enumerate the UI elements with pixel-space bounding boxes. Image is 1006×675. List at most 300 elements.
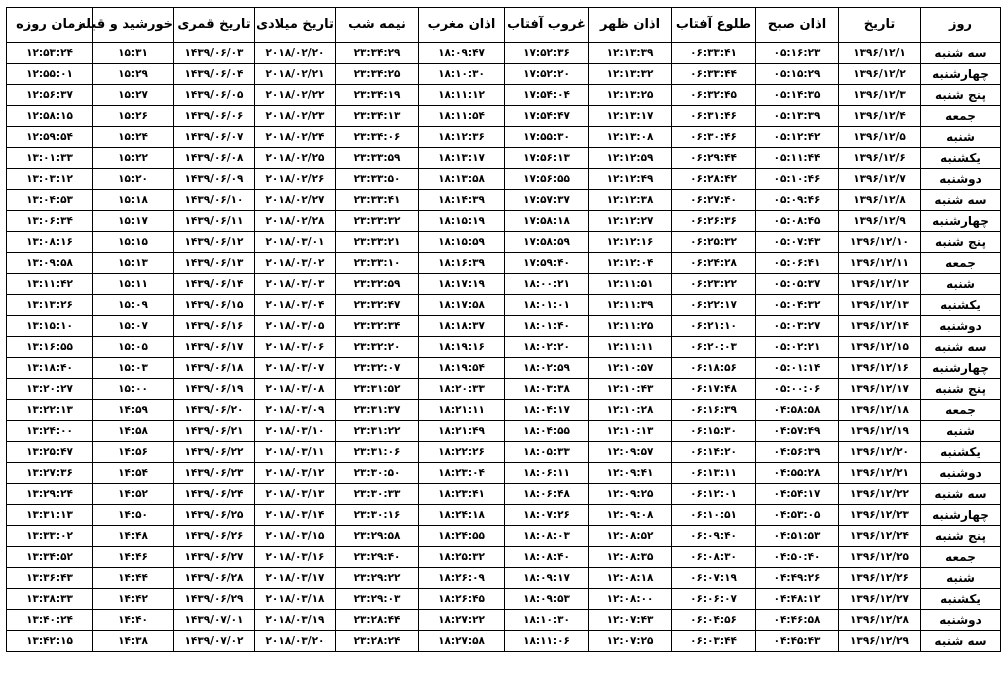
cell-sunrise: ۰۶:۱۶:۳۹ <box>672 400 756 421</box>
cell-lunar-date: ۱۴۳۹/۰۶/۲۲ <box>174 442 255 463</box>
cell-dhuhr: ۱۲:۱۳:۱۷ <box>589 106 672 127</box>
cell-sun-qibla: ۱۴:۵۲ <box>93 484 174 505</box>
cell-maghrib: ۱۸:۱۳:۵۸ <box>419 169 505 190</box>
cell-fajr: ۰۵:۱۲:۴۲ <box>756 127 839 148</box>
cell-sun-qibla: ۱۴:۴۰ <box>93 610 174 631</box>
cell-dhuhr: ۱۲:۱۳:۲۵ <box>589 85 672 106</box>
cell-gregorian-date: ۲۰۱۸/۰۳/۱۵ <box>255 526 336 547</box>
cell-lunar-date: ۱۴۳۹/۰۶/۲۰ <box>174 400 255 421</box>
cell-lunar-date: ۱۴۳۹/۰۷/۰۲ <box>174 631 255 652</box>
cell-sun-qibla: ۱۵:۰۵ <box>93 337 174 358</box>
cell-lunar-date: ۱۴۳۹/۰۶/۰۷ <box>174 127 255 148</box>
cell-dhuhr: ۱۲:۱۲:۴۹ <box>589 169 672 190</box>
cell-date: ۱۳۹۶/۱۲/۱ <box>839 43 921 64</box>
cell-lunar-date: ۱۴۳۹/۰۶/۲۵ <box>174 505 255 526</box>
cell-date: ۱۳۹۶/۱۲/۹ <box>839 211 921 232</box>
cell-date: ۱۳۹۶/۱۲/۱۵ <box>839 337 921 358</box>
cell-fajr: ۰۴:۴۸:۱۲ <box>756 589 839 610</box>
cell-midnight: ۲۳:۳۳:۴۱ <box>336 190 419 211</box>
table-row <box>7 484 1001 505</box>
cell-gregorian-date: ۲۰۱۸/۰۳/۰۱ <box>255 232 336 253</box>
cell-day: سه شنبه <box>921 337 1001 358</box>
cell-date: ۱۳۹۶/۱۲/۲۶ <box>839 568 921 589</box>
table-row <box>7 547 1001 568</box>
cell-day: سه شنبه <box>921 43 1001 64</box>
cell-lunar-date: ۱۴۳۹/۰۶/۰۳ <box>174 43 255 64</box>
cell-gregorian-date: ۲۰۱۸/۰۳/۰۵ <box>255 316 336 337</box>
cell-lunar-date: ۱۴۳۹/۰۶/۱۰ <box>174 190 255 211</box>
cell-maghrib: ۱۸:۱۵:۱۹ <box>419 211 505 232</box>
cell-sunrise: ۰۶:۱۰:۵۱ <box>672 505 756 526</box>
cell-sunrise: ۰۶:۲۹:۴۴ <box>672 148 756 169</box>
cell-fajr: ۰۴:۵۷:۴۹ <box>756 421 839 442</box>
cell-midnight: ۲۳:۳۱:۰۶ <box>336 442 419 463</box>
cell-dhuhr: ۱۲:۰۸:۱۸ <box>589 568 672 589</box>
cell-sunrise: ۰۶:۰۹:۴۰ <box>672 526 756 547</box>
table-row <box>7 442 1001 463</box>
cell-sunset: ۱۸:۰۵:۳۳ <box>505 442 589 463</box>
cell-sun-qibla: ۱۴:۴۸ <box>93 526 174 547</box>
cell-lunar-date: ۱۴۳۹/۰۶/۱۴ <box>174 274 255 295</box>
cell-lunar-date: ۱۴۳۹/۰۶/۰۶ <box>174 106 255 127</box>
cell-fasting-duration: ۱۳:۳۳:۰۲ <box>7 526 93 547</box>
cell-sunset: ۱۸:۰۸:۰۳ <box>505 526 589 547</box>
cell-date: ۱۳۹۶/۱۲/۷ <box>839 169 921 190</box>
cell-fasting-duration: ۱۳:۰۳:۱۲ <box>7 169 93 190</box>
cell-midnight: ۲۳:۳۰:۳۳ <box>336 484 419 505</box>
cell-sunset: ۱۷:۵۴:۰۴ <box>505 85 589 106</box>
cell-fasting-duration: ۱۳:۳۱:۱۳ <box>7 505 93 526</box>
cell-day: دوشنبه <box>921 316 1001 337</box>
cell-date: ۱۳۹۶/۱۲/۶ <box>839 148 921 169</box>
table-row <box>7 589 1001 610</box>
cell-maghrib: ۱۸:۲۳:۴۱ <box>419 484 505 505</box>
cell-fajr: ۰۴:۵۱:۵۳ <box>756 526 839 547</box>
cell-fasting-duration: ۱۳:۰۸:۱۶ <box>7 232 93 253</box>
cell-dhuhr: ۱۲:۱۲:۵۹ <box>589 148 672 169</box>
cell-fasting-duration: ۱۲:۵۶:۳۷ <box>7 85 93 106</box>
cell-day: جمعه <box>921 106 1001 127</box>
cell-lunar-date: ۱۴۳۹/۰۶/۱۳ <box>174 253 255 274</box>
cell-sunset: ۱۷:۵۷:۳۷ <box>505 190 589 211</box>
cell-day: چهارشنبه <box>921 358 1001 379</box>
cell-date: ۱۳۹۶/۱۲/۲۵ <box>839 547 921 568</box>
cell-dhuhr: ۱۲:۱۲:۲۷ <box>589 211 672 232</box>
cell-dhuhr: ۱۲:۱۱:۳۹ <box>589 295 672 316</box>
cell-midnight: ۲۳:۳۳:۲۱ <box>336 232 419 253</box>
cell-fajr: ۰۴:۴۶:۵۸ <box>756 610 839 631</box>
cell-gregorian-date: ۲۰۱۸/۰۳/۰۷ <box>255 358 336 379</box>
cell-sun-qibla: ۱۴:۳۸ <box>93 631 174 652</box>
cell-day: یکشنبه <box>921 589 1001 610</box>
cell-gregorian-date: ۲۰۱۸/۰۳/۱۳ <box>255 484 336 505</box>
cell-day: پنج شنبه <box>921 85 1001 106</box>
cell-fasting-duration: ۱۲:۵۹:۵۴ <box>7 127 93 148</box>
cell-fasting-duration: ۱۳:۲۹:۲۴ <box>7 484 93 505</box>
cell-dhuhr: ۱۲:۰۸:۳۵ <box>589 547 672 568</box>
cell-sunrise: ۰۶:۰۴:۵۶ <box>672 610 756 631</box>
cell-sunset: ۱۸:۰۱:۰۱ <box>505 295 589 316</box>
cell-sunset: ۱۸:۰۳:۳۸ <box>505 379 589 400</box>
cell-fasting-duration: ۱۳:۲۲:۱۳ <box>7 400 93 421</box>
cell-fajr: ۰۴:۴۹:۲۶ <box>756 568 839 589</box>
cell-gregorian-date: ۲۰۱۸/۰۳/۰۸ <box>255 379 336 400</box>
cell-lunar-date: ۱۴۳۹/۰۶/۰۵ <box>174 85 255 106</box>
cell-date: ۱۳۹۶/۱۲/۸ <box>839 190 921 211</box>
cell-gregorian-date: ۲۰۱۸/۰۲/۲۷ <box>255 190 336 211</box>
header-sun-qibla: خورشید و قبله <box>93 8 174 43</box>
cell-gregorian-date: ۲۰۱۸/۰۲/۲۶ <box>255 169 336 190</box>
cell-date: ۱۳۹۶/۱۲/۲۱ <box>839 463 921 484</box>
cell-sunset: ۱۸:۰۲:۲۰ <box>505 337 589 358</box>
header-day: روز <box>921 8 1001 43</box>
cell-midnight: ۲۳:۳۳:۵۰ <box>336 169 419 190</box>
cell-maghrib: ۱۸:۲۱:۴۹ <box>419 421 505 442</box>
cell-sunrise: ۰۶:۲۳:۲۲ <box>672 274 756 295</box>
header-gregorian-date: تاریخ میلادی <box>255 8 336 43</box>
cell-dhuhr: ۱۲:۱۲:۰۴ <box>589 253 672 274</box>
cell-sunrise: ۰۶:۱۳:۱۱ <box>672 463 756 484</box>
cell-sunrise: ۰۶:۲۱:۱۰ <box>672 316 756 337</box>
cell-lunar-date: ۱۴۳۹/۰۶/۱۵ <box>174 295 255 316</box>
table-row <box>7 106 1001 127</box>
header-midnight: نیمه شب <box>336 8 419 43</box>
cell-sunset: ۱۷:۵۸:۵۹ <box>505 232 589 253</box>
cell-sunset: ۱۷:۵۶:۱۳ <box>505 148 589 169</box>
cell-maghrib: ۱۸:۱۲:۳۶ <box>419 127 505 148</box>
cell-sun-qibla: ۱۵:۰۷ <box>93 316 174 337</box>
table-row <box>7 190 1001 211</box>
cell-lunar-date: ۱۴۳۹/۰۶/۱۶ <box>174 316 255 337</box>
cell-sun-qibla: ۱۵:۲۲ <box>93 148 174 169</box>
cell-lunar-date: ۱۴۳۹/۰۶/۰۴ <box>174 64 255 85</box>
cell-maghrib: ۱۸:۱۴:۳۹ <box>419 190 505 211</box>
cell-midnight: ۲۳:۳۰:۱۶ <box>336 505 419 526</box>
table-row <box>7 358 1001 379</box>
table-row <box>7 316 1001 337</box>
cell-sun-qibla: ۱۵:۱۱ <box>93 274 174 295</box>
cell-fajr: ۰۴:۵۴:۱۷ <box>756 484 839 505</box>
cell-day: شنبه <box>921 568 1001 589</box>
cell-dhuhr: ۱۲:۰۸:۰۰ <box>589 589 672 610</box>
cell-maghrib: ۱۸:۲۴:۵۵ <box>419 526 505 547</box>
cell-sun-qibla: ۱۴:۵۰ <box>93 505 174 526</box>
cell-gregorian-date: ۲۰۱۸/۰۳/۰۶ <box>255 337 336 358</box>
cell-fajr: ۰۵:۱۱:۴۴ <box>756 148 839 169</box>
cell-maghrib: ۱۸:۲۲:۲۶ <box>419 442 505 463</box>
cell-maghrib: ۱۸:۲۵:۳۲ <box>419 547 505 568</box>
cell-date: ۱۳۹۶/۱۲/۱۸ <box>839 400 921 421</box>
cell-day: دوشنبه <box>921 169 1001 190</box>
cell-fajr: ۰۵:۰۷:۴۳ <box>756 232 839 253</box>
cell-dhuhr: ۱۲:۱۲:۱۶ <box>589 232 672 253</box>
cell-fasting-duration: ۱۳:۲۴:۰۰ <box>7 421 93 442</box>
cell-fajr: ۰۵:۰۰:۰۶ <box>756 379 839 400</box>
cell-lunar-date: ۱۴۳۹/۰۶/۰۹ <box>174 169 255 190</box>
cell-midnight: ۲۳:۳۱:۳۷ <box>336 400 419 421</box>
cell-gregorian-date: ۲۰۱۸/۰۳/۰۳ <box>255 274 336 295</box>
cell-fasting-duration: ۱۳:۱۳:۲۶ <box>7 295 93 316</box>
table-row <box>7 568 1001 589</box>
cell-midnight: ۲۳:۲۸:۴۴ <box>336 610 419 631</box>
table-row <box>7 463 1001 484</box>
cell-sun-qibla: ۱۵:۱۸ <box>93 190 174 211</box>
cell-sunset: ۱۷:۵۶:۵۵ <box>505 169 589 190</box>
cell-sun-qibla: ۱۵:۰۳ <box>93 358 174 379</box>
cell-fasting-duration: ۱۳:۱۱:۴۲ <box>7 274 93 295</box>
cell-date: ۱۳۹۶/۱۲/۲۳ <box>839 505 921 526</box>
cell-sun-qibla: ۱۴:۵۶ <box>93 442 174 463</box>
table-row <box>7 379 1001 400</box>
cell-date: ۱۳۹۶/۱۲/۱۴ <box>839 316 921 337</box>
cell-gregorian-date: ۲۰۱۸/۰۳/۱۲ <box>255 463 336 484</box>
cell-gregorian-date: ۲۰۱۸/۰۲/۲۸ <box>255 211 336 232</box>
cell-fasting-duration: ۱۳:۰۴:۵۳ <box>7 190 93 211</box>
cell-lunar-date: ۱۴۳۹/۰۷/۰۱ <box>174 610 255 631</box>
cell-fajr: ۰۵:۰۵:۳۷ <box>756 274 839 295</box>
cell-sunset: ۱۸:۰۱:۴۰ <box>505 316 589 337</box>
cell-dhuhr: ۱۲:۱۰:۱۳ <box>589 421 672 442</box>
cell-day: جمعه <box>921 253 1001 274</box>
header-date: تاریخ <box>839 8 921 43</box>
cell-day: پنج شنبه <box>921 379 1001 400</box>
cell-sun-qibla: ۱۵:۰۹ <box>93 295 174 316</box>
cell-date: ۱۳۹۶/۱۲/۳ <box>839 85 921 106</box>
cell-sunrise: ۰۶:۳۳:۴۴ <box>672 64 756 85</box>
cell-gregorian-date: ۲۰۱۸/۰۳/۱۸ <box>255 589 336 610</box>
cell-gregorian-date: ۲۰۱۸/۰۳/۲۰ <box>255 631 336 652</box>
cell-gregorian-date: ۲۰۱۸/۰۲/۲۰ <box>255 43 336 64</box>
cell-sunrise: ۰۶:۲۲:۱۷ <box>672 295 756 316</box>
table-row <box>7 232 1001 253</box>
cell-fasting-duration: ۱۲:۵۳:۲۴ <box>7 43 93 64</box>
cell-fajr: ۰۵:۰۹:۴۶ <box>756 190 839 211</box>
cell-midnight: ۲۳:۳۴:۱۹ <box>336 85 419 106</box>
cell-sunrise: ۰۶:۳۳:۴۱ <box>672 43 756 64</box>
cell-maghrib: ۱۸:۱۹:۵۴ <box>419 358 505 379</box>
cell-dhuhr: ۱۲:۰۹:۴۱ <box>589 463 672 484</box>
table-row <box>7 610 1001 631</box>
cell-gregorian-date: ۲۰۱۸/۰۳/۱۷ <box>255 568 336 589</box>
cell-day: جمعه <box>921 400 1001 421</box>
cell-sunset: ۱۸:۰۴:۵۵ <box>505 421 589 442</box>
cell-date: ۱۳۹۶/۱۲/۲ <box>839 64 921 85</box>
cell-fajr: ۰۵:۱۴:۳۵ <box>756 85 839 106</box>
cell-maghrib: ۱۸:۲۷:۲۲ <box>419 610 505 631</box>
cell-gregorian-date: ۲۰۱۸/۰۲/۲۲ <box>255 85 336 106</box>
cell-midnight: ۲۳:۳۴:۱۳ <box>336 106 419 127</box>
cell-day: دوشنبه <box>921 463 1001 484</box>
cell-fajr: ۰۴:۵۸:۵۸ <box>756 400 839 421</box>
cell-fasting-duration: ۱۳:۰۶:۳۴ <box>7 211 93 232</box>
cell-midnight: ۲۳:۲۸:۲۴ <box>336 631 419 652</box>
cell-dhuhr: ۱۲:۰۷:۴۳ <box>589 610 672 631</box>
cell-day: شنبه <box>921 127 1001 148</box>
cell-date: ۱۳۹۶/۱۲/۱۲ <box>839 274 921 295</box>
cell-midnight: ۲۳:۳۲:۳۴ <box>336 316 419 337</box>
cell-sunrise: ۰۶:۲۰:۰۳ <box>672 337 756 358</box>
cell-maghrib: ۱۸:۱۳:۱۷ <box>419 148 505 169</box>
cell-sun-qibla: ۱۴:۴۴ <box>93 568 174 589</box>
cell-sunset: ۱۸:۰۴:۱۷ <box>505 400 589 421</box>
cell-sunset: ۱۸:۰۷:۲۶ <box>505 505 589 526</box>
cell-maghrib: ۱۸:۲۰:۳۳ <box>419 379 505 400</box>
cell-fajr: ۰۴:۵۵:۲۸ <box>756 463 839 484</box>
cell-fasting-duration: ۱۳:۴۲:۱۵ <box>7 631 93 652</box>
cell-date: ۱۳۹۶/۱۲/۱۱ <box>839 253 921 274</box>
cell-sunset: ۱۸:۱۰:۳۰ <box>505 610 589 631</box>
cell-lunar-date: ۱۴۳۹/۰۶/۱۸ <box>174 358 255 379</box>
cell-fasting-duration: ۱۳:۳۴:۵۲ <box>7 547 93 568</box>
cell-fasting-duration: ۱۳:۱۵:۱۰ <box>7 316 93 337</box>
table-row <box>7 211 1001 232</box>
cell-gregorian-date: ۲۰۱۸/۰۳/۰۴ <box>255 295 336 316</box>
header-dhuhr: اذان ظهر <box>589 8 672 43</box>
cell-sunset: ۱۷:۵۲:۲۰ <box>505 64 589 85</box>
cell-sunset: ۱۷:۵۹:۴۰ <box>505 253 589 274</box>
cell-date: ۱۳۹۶/۱۲/۱۳ <box>839 295 921 316</box>
cell-lunar-date: ۱۴۳۹/۰۶/۲۸ <box>174 568 255 589</box>
cell-fasting-duration: ۱۳:۰۱:۳۳ <box>7 148 93 169</box>
cell-sunset: ۱۷:۵۴:۴۷ <box>505 106 589 127</box>
prayer-times-table <box>6 7 1001 652</box>
table-row <box>7 421 1001 442</box>
cell-midnight: ۲۳:۳۳:۱۰ <box>336 253 419 274</box>
cell-fasting-duration: ۱۳:۳۸:۳۳ <box>7 589 93 610</box>
cell-gregorian-date: ۲۰۱۸/۰۲/۲۴ <box>255 127 336 148</box>
cell-sun-qibla: ۱۵:۱۳ <box>93 253 174 274</box>
cell-date: ۱۳۹۶/۱۲/۲۸ <box>839 610 921 631</box>
table-body <box>7 43 1001 652</box>
cell-fajr: ۰۵:۱۶:۲۳ <box>756 43 839 64</box>
cell-fasting-duration: ۱۳:۱۶:۵۵ <box>7 337 93 358</box>
cell-fajr: ۰۵:۰۲:۲۱ <box>756 337 839 358</box>
cell-sunset: ۱۸:۰۹:۱۷ <box>505 568 589 589</box>
cell-date: ۱۳۹۶/۱۲/۴ <box>839 106 921 127</box>
header-row <box>7 8 1001 43</box>
cell-gregorian-date: ۲۰۱۸/۰۳/۰۹ <box>255 400 336 421</box>
cell-fasting-duration: ۱۳:۲۷:۳۶ <box>7 463 93 484</box>
cell-lunar-date: ۱۴۳۹/۰۶/۲۳ <box>174 463 255 484</box>
cell-dhuhr: ۱۲:۰۹:۲۵ <box>589 484 672 505</box>
cell-lunar-date: ۱۴۳۹/۰۶/۱۹ <box>174 379 255 400</box>
table-row <box>7 295 1001 316</box>
cell-gregorian-date: ۲۰۱۸/۰۲/۲۳ <box>255 106 336 127</box>
cell-sun-qibla: ۱۵:۰۰ <box>93 379 174 400</box>
cell-sunrise: ۰۶:۲۴:۲۸ <box>672 253 756 274</box>
cell-sunset: ۱۸:۰۹:۵۳ <box>505 589 589 610</box>
table-row <box>7 400 1001 421</box>
cell-date: ۱۳۹۶/۱۲/۲۴ <box>839 526 921 547</box>
table-row <box>7 43 1001 64</box>
cell-fajr: ۰۴:۵۳:۰۵ <box>756 505 839 526</box>
table-row <box>7 253 1001 274</box>
cell-date: ۱۳۹۶/۱۲/۲۰ <box>839 442 921 463</box>
cell-sunrise: ۰۶:۰۳:۴۴ <box>672 631 756 652</box>
cell-sunrise: ۰۶:۱۷:۴۸ <box>672 379 756 400</box>
cell-fajr: ۰۵:۱۳:۳۹ <box>756 106 839 127</box>
cell-fajr: ۰۵:۱۰:۴۶ <box>756 169 839 190</box>
cell-day: دوشنبه <box>921 610 1001 631</box>
cell-maghrib: ۱۸:۲۴:۱۸ <box>419 505 505 526</box>
table-row <box>7 274 1001 295</box>
cell-midnight: ۲۳:۲۹:۰۳ <box>336 589 419 610</box>
cell-sunrise: ۰۶:۰۷:۱۹ <box>672 568 756 589</box>
cell-maghrib: ۱۸:۱۸:۳۷ <box>419 316 505 337</box>
table-row <box>7 505 1001 526</box>
cell-midnight: ۲۳:۲۹:۲۲ <box>336 568 419 589</box>
cell-maghrib: ۱۸:۲۷:۵۸ <box>419 631 505 652</box>
cell-sun-qibla: ۱۵:۲۷ <box>93 85 174 106</box>
cell-midnight: ۲۳:۳۳:۵۹ <box>336 148 419 169</box>
cell-day: چهارشنبه <box>921 64 1001 85</box>
cell-date: ۱۳۹۶/۱۲/۱۶ <box>839 358 921 379</box>
cell-maghrib: ۱۸:۰۹:۴۷ <box>419 43 505 64</box>
cell-day: سه شنبه <box>921 484 1001 505</box>
cell-fajr: ۰۵:۰۸:۴۵ <box>756 211 839 232</box>
cell-lunar-date: ۱۴۳۹/۰۶/۲۴ <box>174 484 255 505</box>
cell-sunrise: ۰۶:۳۰:۴۶ <box>672 127 756 148</box>
cell-dhuhr: ۱۲:۰۸:۵۲ <box>589 526 672 547</box>
table-row <box>7 85 1001 106</box>
table-row <box>7 127 1001 148</box>
cell-sunset: ۱۷:۵۵:۳۰ <box>505 127 589 148</box>
cell-sunset: ۱۸:۰۶:۱۱ <box>505 463 589 484</box>
cell-sunset: ۱۸:۱۱:۰۶ <box>505 631 589 652</box>
cell-fasting-duration: ۱۳:۴۰:۲۴ <box>7 610 93 631</box>
cell-maghrib: ۱۸:۱۱:۵۴ <box>419 106 505 127</box>
cell-sunset: ۱۸:۰۰:۲۱ <box>505 274 589 295</box>
cell-gregorian-date: ۲۰۱۸/۰۳/۰۲ <box>255 253 336 274</box>
cell-day: شنبه <box>921 274 1001 295</box>
cell-sunset: ۱۸:۰۸:۴۰ <box>505 547 589 568</box>
cell-fasting-duration: ۱۳:۲۰:۲۷ <box>7 379 93 400</box>
cell-maghrib: ۱۸:۲۱:۱۱ <box>419 400 505 421</box>
cell-dhuhr: ۱۲:۱۳:۳۹ <box>589 43 672 64</box>
cell-sunrise: ۰۶:۲۵:۳۲ <box>672 232 756 253</box>
cell-gregorian-date: ۲۰۱۸/۰۳/۱۰ <box>255 421 336 442</box>
cell-maghrib: ۱۸:۱۶:۳۹ <box>419 253 505 274</box>
cell-midnight: ۲۳:۳۳:۳۲ <box>336 211 419 232</box>
cell-sun-qibla: ۱۵:۲۴ <box>93 127 174 148</box>
header-sunset: غروب آفتاب <box>505 8 589 43</box>
cell-gregorian-date: ۲۰۱۸/۰۲/۲۵ <box>255 148 336 169</box>
cell-dhuhr: ۱۲:۰۹:۰۸ <box>589 505 672 526</box>
cell-date: ۱۳۹۶/۱۲/۲۷ <box>839 589 921 610</box>
cell-sunset: ۱۸:۰۶:۴۸ <box>505 484 589 505</box>
cell-fajr: ۰۴:۴۵:۴۳ <box>756 631 839 652</box>
cell-dhuhr: ۱۲:۱۰:۴۳ <box>589 379 672 400</box>
cell-day: سه شنبه <box>921 190 1001 211</box>
header-sunrise: طلوع آفتاب <box>672 8 756 43</box>
cell-sunset: ۱۷:۵۸:۱۸ <box>505 211 589 232</box>
table-row <box>7 169 1001 190</box>
cell-lunar-date: ۱۴۳۹/۰۶/۱۲ <box>174 232 255 253</box>
cell-midnight: ۲۳:۳۴:۲۹ <box>336 43 419 64</box>
cell-maghrib: ۱۸:۱۵:۵۹ <box>419 232 505 253</box>
cell-fajr: ۰۵:۱۵:۲۹ <box>756 64 839 85</box>
cell-fajr: ۰۵:۰۳:۲۷ <box>756 316 839 337</box>
table-row <box>7 337 1001 358</box>
cell-dhuhr: ۱۲:۱۲:۳۸ <box>589 190 672 211</box>
cell-midnight: ۲۳:۳۱:۲۲ <box>336 421 419 442</box>
cell-dhuhr: ۱۲:۱۳:۳۲ <box>589 64 672 85</box>
cell-sun-qibla: ۱۵:۱۷ <box>93 211 174 232</box>
cell-dhuhr: ۱۲:۱۱:۱۱ <box>589 337 672 358</box>
header-fasting-duration: زمان روزه <box>7 8 93 43</box>
cell-midnight: ۲۳:۳۲:۲۰ <box>336 337 419 358</box>
cell-fasting-duration: ۱۳:۱۸:۴۰ <box>7 358 93 379</box>
